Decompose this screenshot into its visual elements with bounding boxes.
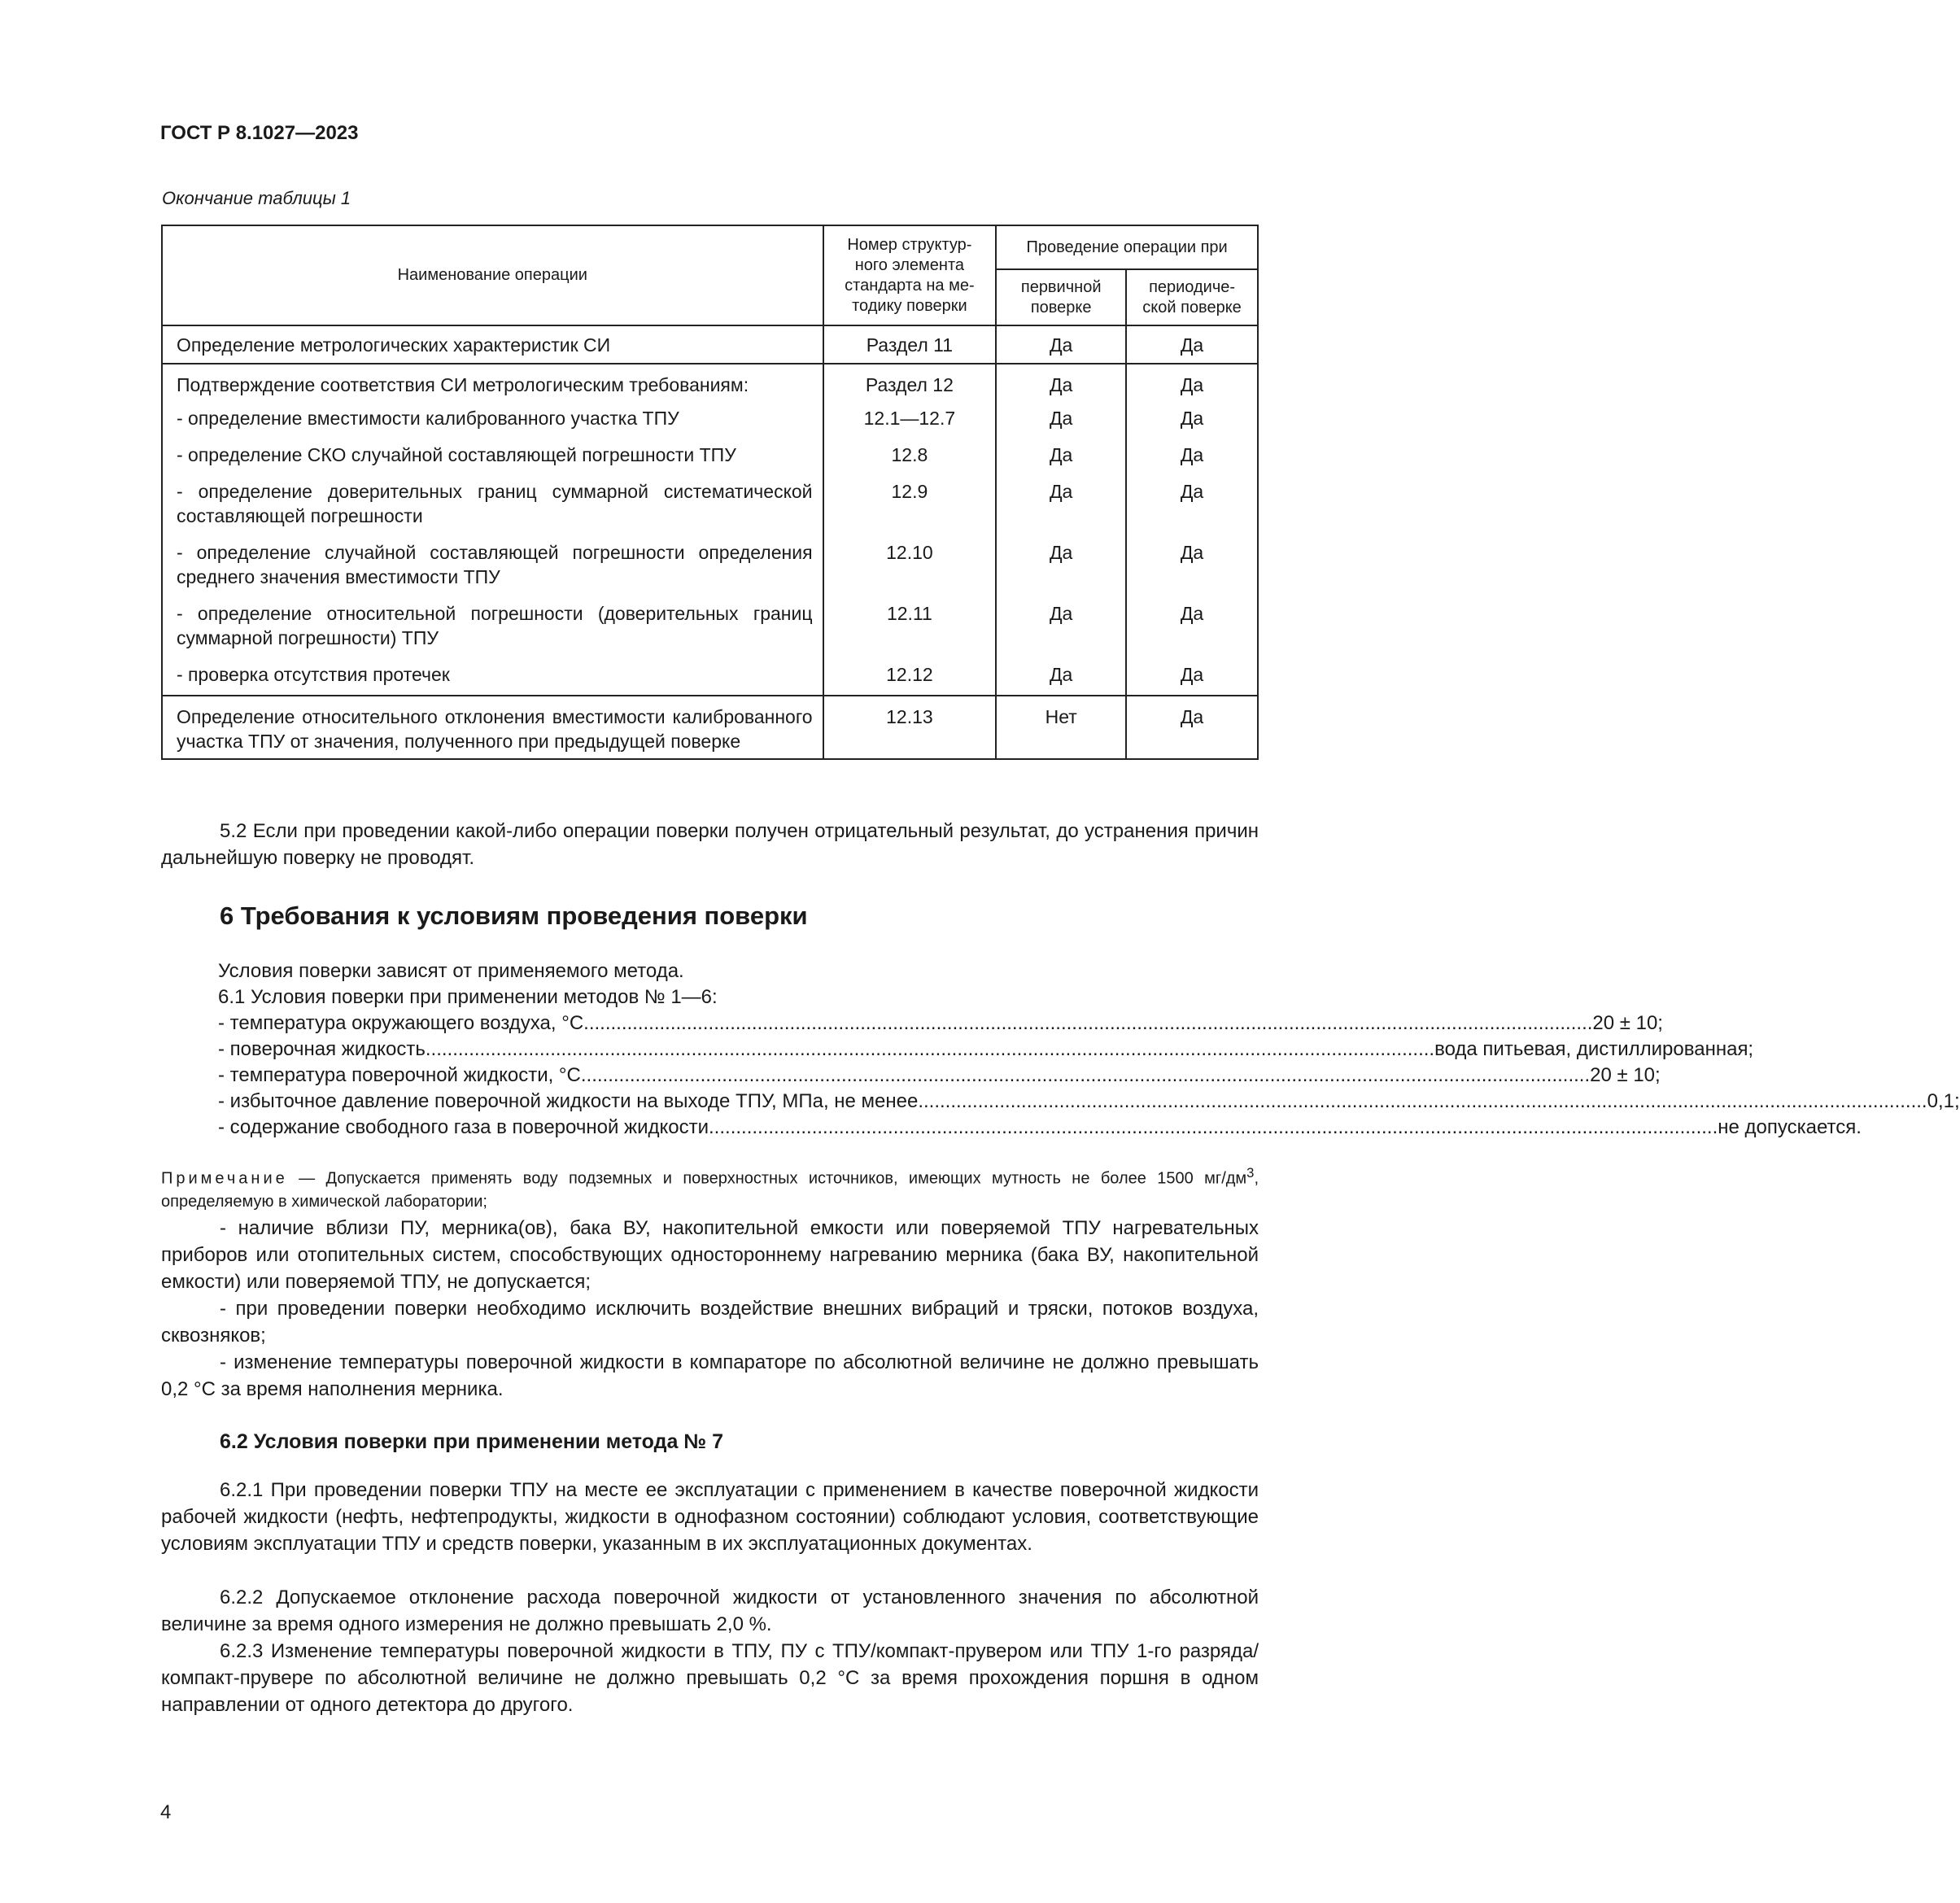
requirement-temperature: - изменение температуры поверочной жидкости в компараторе по абсолютной величине не должно превышать 0,2 °С за время наполнения мерника. (161, 1351, 1259, 1400)
header-element-number: Номер структур- ного элемента стандарта на ме- тодику поверки (823, 225, 997, 325)
conditions-block (218, 958, 1960, 1141)
paragraph-6-1: 6.1 Условия поверки при применении методов № 1—6: (218, 986, 718, 1008)
condition-line: - поверочная жидкость .......................................................................................................................................................................................... вода питьевая, дистиллированная; (218, 1038, 1754, 1060)
table-row: Подтверждение соответствия СИ метрологическим требованиям: Раздел 12 Да Да (162, 364, 1258, 402)
paragraph-5-2: 5.2 Если при проведении какой-либо операции поверки получен отрицательный результат, до устранения причин дальнейшую поверку не проводят. (161, 820, 1259, 869)
requirement-vibration: - при проведении поверки необходимо исключить воздействие внешних вибраций и тряски, потоков воздуха, сквозняков; (161, 1298, 1259, 1347)
table-row: - определение относительной погрешности (доверительных границ суммарной погрешности) ТПУ 12.11 Да Да (162, 597, 1258, 658)
condition-line: - температура поверочной жидкости, °С .......................................................................................................................................................................................... 20 ± 10; (218, 1064, 1661, 1086)
header-primary: первичной поверке (996, 269, 1126, 325)
condition-line: - температура окружающего воздуха, °С .......................................................................................................................................................................................... 20 ± 10; (218, 1012, 1663, 1034)
header-periodic: периодиче- ской поверке (1126, 269, 1258, 325)
page-number: 4 (160, 1801, 172, 1823)
table-row: Определение относительного отклонения вместимости калиброванного участка ТПУ от значения, полученного при предыдущей поверке 12.13 Нет Да (162, 696, 1258, 759)
paragraph-6-2-2: 6.2.2 Допускаемое отклонение расхода поверочной жидкости от установленного значения по абсолютной величине за время одного измерения не должно превышать 2,0 %. (161, 1587, 1259, 1635)
conditions-intro: Условия поверки зависят от применяемого метода. (218, 960, 684, 982)
requirement-heating: - наличие вблизи ПУ, мерника(ов), бака ВУ, накопительной емкости или поверяемой ТПУ нагревательных приборов или отопительных систем, способствующих одностороннему нагреванию мерника (бака ВУ, накопительной емкости) или поверяемой ТПУ, не допускается; (161, 1217, 1259, 1293)
table-row: Определение метрологических характеристик СИ Раздел 11 Да Да (162, 325, 1258, 364)
paragraph-6-2-1: 6.2.1 При проведении поверки ТПУ на месте ее эксплуатации с применением в качестве поверочной жидкости рабочей жидкости (нефть, нефтепродукты, жидкости в однофазном состоянии) соблюдают условия, соответствующие условиям эксплуатации ТПУ и средств поверки, указанным в их эксплуатационных документах. (161, 1479, 1259, 1555)
table-row: - определение случайной составляющей погрешности определения среднего значения вместимости ТПУ 12.10 Да Да (162, 536, 1258, 597)
table-row: - определение вместимости калиброванного участка ТПУ 12.1—12.7 Да Да (162, 402, 1258, 439)
note-label: Примечание (161, 1169, 288, 1188)
table-row: - определение доверительных границ суммарной систематической составляющей погрешности 12.9 Да Да (162, 475, 1258, 536)
header-performing: Проведение операции при (996, 225, 1258, 269)
paragraph-6-2-3: 6.2.3 Изменение температуры поверочной жидкости в ТПУ, ПУ с ТПУ/компакт-прувером или ТПУ 1-го разряда/компакт-прувере по абсолютной величине не должно превышать 0,2 °С за время прохождения поршня в одном направлении от одного детектора до другого. (161, 1640, 1259, 1716)
standard-designation: ГОСТ Р 8.1027—2023 (160, 122, 359, 144)
table-row: - определение СКО случайной составляющей погрешности ТПУ 12.8 Да Да (162, 439, 1258, 475)
table-caption: Окончание таблицы 1 (162, 188, 351, 208)
header-operation-name: Наименование операции (162, 225, 823, 325)
condition-line: - содержание свободного газа в поверочной жидкости .......................................................................................................................................................................................... не допускается. (218, 1116, 1862, 1138)
condition-line: - избыточное давление поверочной жидкости на выходе ТПУ, МПа, не менее .......................................................................................................................................................................................... 0,1; (218, 1090, 1960, 1112)
table-row: - проверка отсутствия протечек 12.12 Да Да (162, 658, 1258, 696)
operations-table (161, 225, 1259, 760)
section-6-title: 6 Требования к условиям проведения поверки (220, 901, 808, 930)
subsection-6-2-title: 6.2 Условия поверки при применении метода № 7 (220, 1430, 724, 1453)
note: Примечание — Допускается применять воду подземных и поверхностных источников, имеющих мутность не более 1500 $мг/дм^3$, определяемую в химической лаборатории; (161, 1165, 1259, 1211)
